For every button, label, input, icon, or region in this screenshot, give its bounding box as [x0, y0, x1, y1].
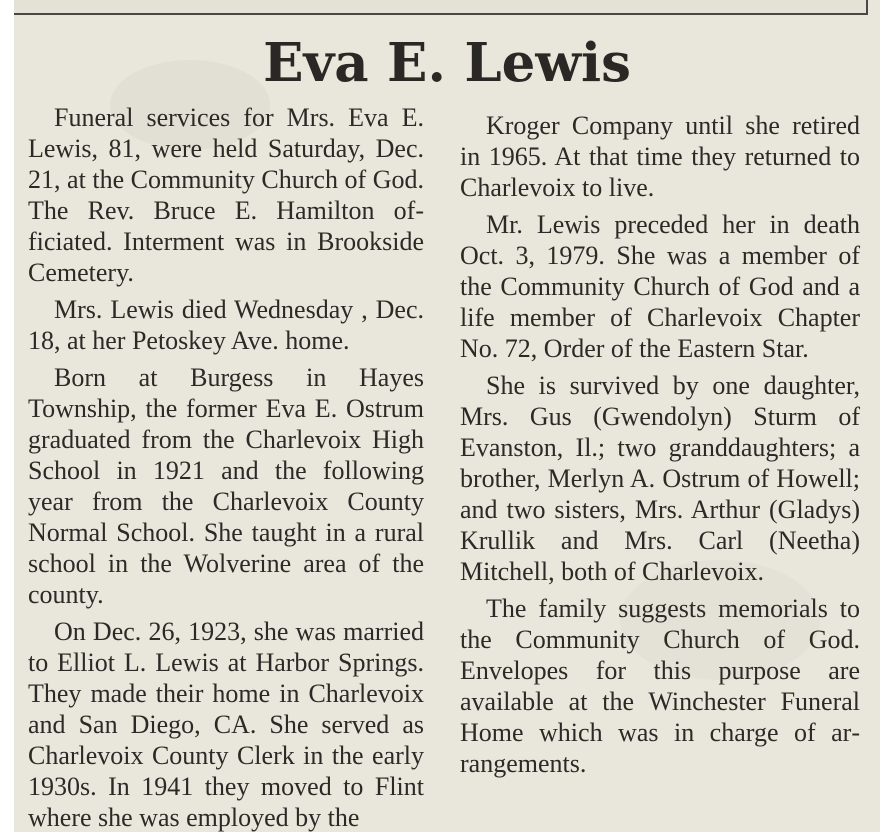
obituary-headline: Eva E. Lewis — [263, 32, 631, 94]
paragraph-retirement: Kroger Company until she retired in 1965. At that time they returned to Charlevoix to live. — [460, 111, 860, 202]
paragraph-husband: Mr. Lewis preceded her in death Oct. 3, 1979. She was a member of the Community Church of God and a life member of Charlevoix Chapter No. 72, Order of the Eastern Star. — [460, 210, 860, 363]
paragraph-marriage: On Dec. 26, 1923, she was married to Elliot L. Lewis at Harbor Springs. They made their home in Charlevoix and San Diego, CA. She served as Charlevoix County Clerk in the early 1930s. In 1941 they moved to Flint where she was employed by the — [28, 617, 424, 832]
left-text-column — [28, 102, 424, 832]
scan-margin — [0, 0, 14, 832]
top-border-rule — [14, 0, 868, 15]
paragraph-death: Mrs. Lewis died Wednesday , Dec. 18, at her Petoskey Ave. home. — [28, 295, 424, 355]
paragraph-services: Funeral services for Mrs. Eva E. Lewis, 81, were held Saturday, Dec. 21, at the Community Church of God. The Rev. Bruce E. Hamilton officiated. Interment was in Brookside Cemetery. — [28, 103, 424, 287]
paragraph-memorials: The family suggests memorials to the Community Church of God. Envelopes for this purpose are available at the Winchester Funeral Home which was in charge of arrangements. — [460, 594, 860, 778]
right-text-column — [460, 110, 860, 785]
paragraph-survivors: She is survived by one daughter, Mrs. Gus (Gwendolyn) Sturm of Evanston, Il.; two granddaughters; a brother, Merlyn A. Ostrum of Howell; and two sisters, Mrs. Arthur (Gladys) Krullik and Mrs. Carl (Neetha) Mitchell, both of Charlevoix. — [460, 371, 860, 586]
paragraph-early-life: Born at Burgess in Hayes Township, the former Eva E. Ostrum graduated from the Charlevoix High School in 1921 and the following year from the Charlevoix County Normal School. She taught in a rural school in the Wolverine area of the county. — [28, 363, 424, 609]
